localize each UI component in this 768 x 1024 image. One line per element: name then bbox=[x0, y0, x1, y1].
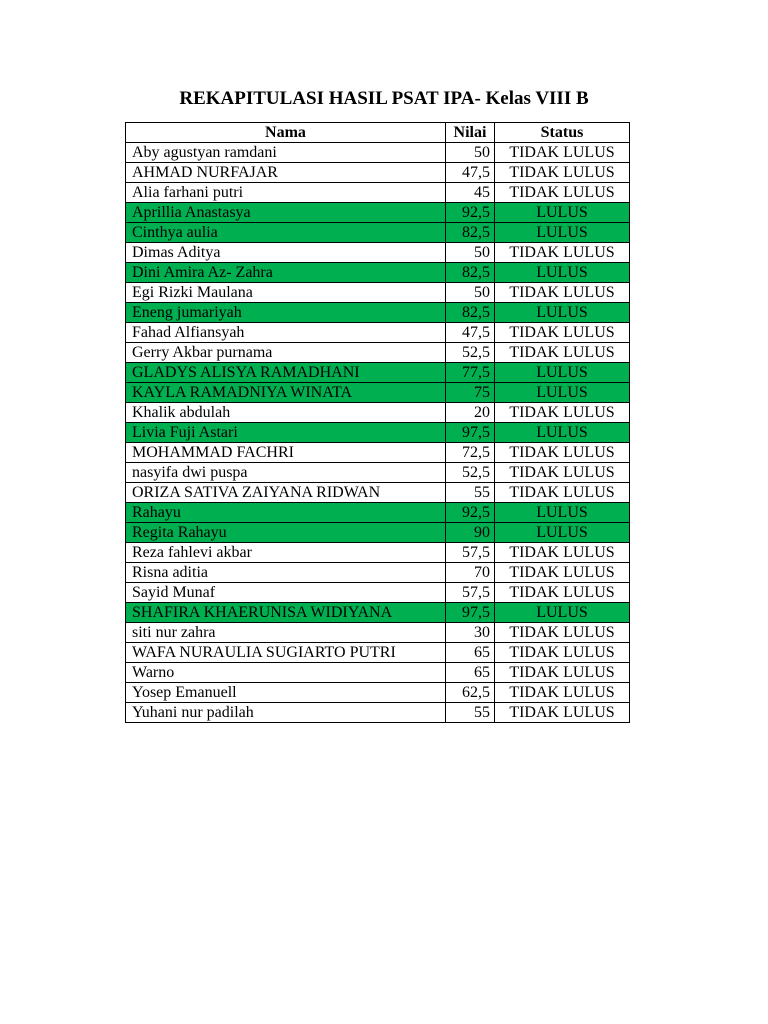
table-row bbox=[126, 563, 630, 583]
name-cell: nasyifa dwi puspa bbox=[126, 463, 446, 483]
status-cell: LULUS bbox=[495, 423, 630, 443]
score-cell: 97,5 bbox=[446, 603, 495, 623]
name-cell: Khalik abdulah bbox=[126, 403, 446, 423]
table-row bbox=[126, 483, 630, 503]
name-cell: Eneng jumariyah bbox=[126, 303, 446, 323]
table-row bbox=[126, 423, 630, 443]
status-cell: TIDAK LULUS bbox=[495, 643, 630, 663]
name-cell: Warno bbox=[126, 663, 446, 683]
score-cell: 47,5 bbox=[446, 163, 495, 183]
name-cell: Aby agustyan ramdani bbox=[126, 143, 446, 163]
status-cell: LULUS bbox=[495, 263, 630, 283]
name-cell: Egi Rizki Maulana bbox=[126, 283, 446, 303]
name-cell: Regita Rahayu bbox=[126, 523, 446, 543]
status-cell: TIDAK LULUS bbox=[495, 663, 630, 683]
table-row bbox=[126, 583, 630, 603]
score-cell: 90 bbox=[446, 523, 495, 543]
column-header-nama: Nama bbox=[126, 123, 446, 143]
score-cell: 97,5 bbox=[446, 423, 495, 443]
score-cell: 50 bbox=[446, 283, 495, 303]
status-cell: TIDAK LULUS bbox=[495, 463, 630, 483]
name-cell: Yosep Emanuell bbox=[126, 683, 446, 703]
status-cell: LULUS bbox=[495, 523, 630, 543]
status-cell: LULUS bbox=[495, 303, 630, 323]
name-cell: KAYLA RAMADNIYA WINATA bbox=[126, 383, 446, 403]
table-row bbox=[126, 223, 630, 243]
table-row bbox=[126, 663, 630, 683]
score-cell: 70 bbox=[446, 563, 495, 583]
table-row bbox=[126, 283, 630, 303]
score-cell: 55 bbox=[446, 483, 495, 503]
page-title: REKAPITULASI HASIL PSAT IPA- Kelas VIII B bbox=[179, 88, 589, 109]
status-cell: TIDAK LULUS bbox=[495, 623, 630, 643]
name-cell: Dini Amira Az- Zahra bbox=[126, 263, 446, 283]
score-cell: 65 bbox=[446, 643, 495, 663]
table-row bbox=[126, 183, 630, 203]
name-cell: WAFA NURAULIA SUGIARTO PUTRI bbox=[126, 643, 446, 663]
name-cell: Yuhani nur padilah bbox=[126, 703, 446, 723]
table-row bbox=[126, 243, 630, 263]
table-row bbox=[126, 263, 630, 283]
score-cell: 77,5 bbox=[446, 363, 495, 383]
score-cell: 47,5 bbox=[446, 323, 495, 343]
score-cell: 52,5 bbox=[446, 463, 495, 483]
table-row bbox=[126, 383, 630, 403]
table-row bbox=[126, 523, 630, 543]
name-cell: Reza fahlevi akbar bbox=[126, 543, 446, 563]
status-cell: TIDAK LULUS bbox=[495, 563, 630, 583]
status-cell: LULUS bbox=[495, 503, 630, 523]
table-row bbox=[126, 463, 630, 483]
score-cell: 57,5 bbox=[446, 583, 495, 603]
table-row bbox=[126, 683, 630, 703]
name-cell: Rahayu bbox=[126, 503, 446, 523]
name-cell: Livia Fuji Astari bbox=[126, 423, 446, 443]
table-row bbox=[126, 403, 630, 423]
table-row bbox=[126, 163, 630, 183]
table-row bbox=[126, 643, 630, 663]
table-body bbox=[126, 143, 630, 723]
status-cell: TIDAK LULUS bbox=[495, 483, 630, 503]
name-cell: Sayid Munaf bbox=[126, 583, 446, 603]
score-cell: 82,5 bbox=[446, 263, 495, 283]
score-cell: 30 bbox=[446, 623, 495, 643]
score-cell: 55 bbox=[446, 703, 495, 723]
status-cell: TIDAK LULUS bbox=[495, 403, 630, 423]
score-cell: 72,5 bbox=[446, 443, 495, 463]
name-cell: MOHAMMAD FACHRI bbox=[126, 443, 446, 463]
score-cell: 92,5 bbox=[446, 203, 495, 223]
score-cell: 52,5 bbox=[446, 343, 495, 363]
name-cell: GLADYS ALISYA RAMADHANI bbox=[126, 363, 446, 383]
table-row bbox=[126, 323, 630, 343]
status-cell: LULUS bbox=[495, 603, 630, 623]
score-cell: 82,5 bbox=[446, 223, 495, 243]
column-header-status: Status bbox=[495, 123, 630, 143]
name-cell: AHMAD NURFAJAR bbox=[126, 163, 446, 183]
results-table bbox=[125, 122, 630, 723]
status-cell: TIDAK LULUS bbox=[495, 183, 630, 203]
status-cell: TIDAK LULUS bbox=[495, 343, 630, 363]
table-row bbox=[126, 303, 630, 323]
table-row bbox=[126, 503, 630, 523]
status-cell: LULUS bbox=[495, 203, 630, 223]
name-cell: Cinthya aulia bbox=[126, 223, 446, 243]
score-cell: 92,5 bbox=[446, 503, 495, 523]
table-row bbox=[126, 703, 630, 723]
table-row bbox=[126, 363, 630, 383]
table-row bbox=[126, 143, 630, 163]
name-cell: Risna aditia bbox=[126, 563, 446, 583]
table-row bbox=[126, 603, 630, 623]
table-row bbox=[126, 443, 630, 463]
table-header bbox=[126, 123, 630, 143]
name-cell: Alia farhani putri bbox=[126, 183, 446, 203]
table-row bbox=[126, 343, 630, 363]
table-row bbox=[126, 203, 630, 223]
status-cell: TIDAK LULUS bbox=[495, 683, 630, 703]
score-cell: 20 bbox=[446, 403, 495, 423]
status-cell: TIDAK LULUS bbox=[495, 283, 630, 303]
status-cell: TIDAK LULUS bbox=[495, 703, 630, 723]
name-cell: SHAFIRA KHAERUNISA WIDIYANA bbox=[126, 603, 446, 623]
score-cell: 65 bbox=[446, 663, 495, 683]
status-cell: TIDAK LULUS bbox=[495, 543, 630, 563]
name-cell: Fahad Alfiansyah bbox=[126, 323, 446, 343]
score-cell: 75 bbox=[446, 383, 495, 403]
name-cell: ORIZA SATIVA ZAIYANA RIDWAN bbox=[126, 483, 446, 503]
score-cell: 82,5 bbox=[446, 303, 495, 323]
score-cell: 50 bbox=[446, 243, 495, 263]
status-cell: TIDAK LULUS bbox=[495, 143, 630, 163]
score-cell: 50 bbox=[446, 143, 495, 163]
name-cell: Aprillia Anastasya bbox=[126, 203, 446, 223]
status-cell: TIDAK LULUS bbox=[495, 243, 630, 263]
name-cell: Gerry Akbar purnama bbox=[126, 343, 446, 363]
name-cell: Dimas Aditya bbox=[126, 243, 446, 263]
status-cell: LULUS bbox=[495, 223, 630, 243]
table-row bbox=[126, 543, 630, 563]
score-cell: 57,5 bbox=[446, 543, 495, 563]
status-cell: TIDAK LULUS bbox=[495, 163, 630, 183]
status-cell: TIDAK LULUS bbox=[495, 443, 630, 463]
score-cell: 62,5 bbox=[446, 683, 495, 703]
score-cell: 45 bbox=[446, 183, 495, 203]
header-row bbox=[126, 123, 630, 143]
column-header-nilai: Nilai bbox=[446, 123, 495, 143]
name-cell: siti nur zahra bbox=[126, 623, 446, 643]
status-cell: TIDAK LULUS bbox=[495, 583, 630, 603]
status-cell: LULUS bbox=[495, 383, 630, 403]
table-row bbox=[126, 623, 630, 643]
status-cell: LULUS bbox=[495, 363, 630, 383]
status-cell: TIDAK LULUS bbox=[495, 323, 630, 343]
